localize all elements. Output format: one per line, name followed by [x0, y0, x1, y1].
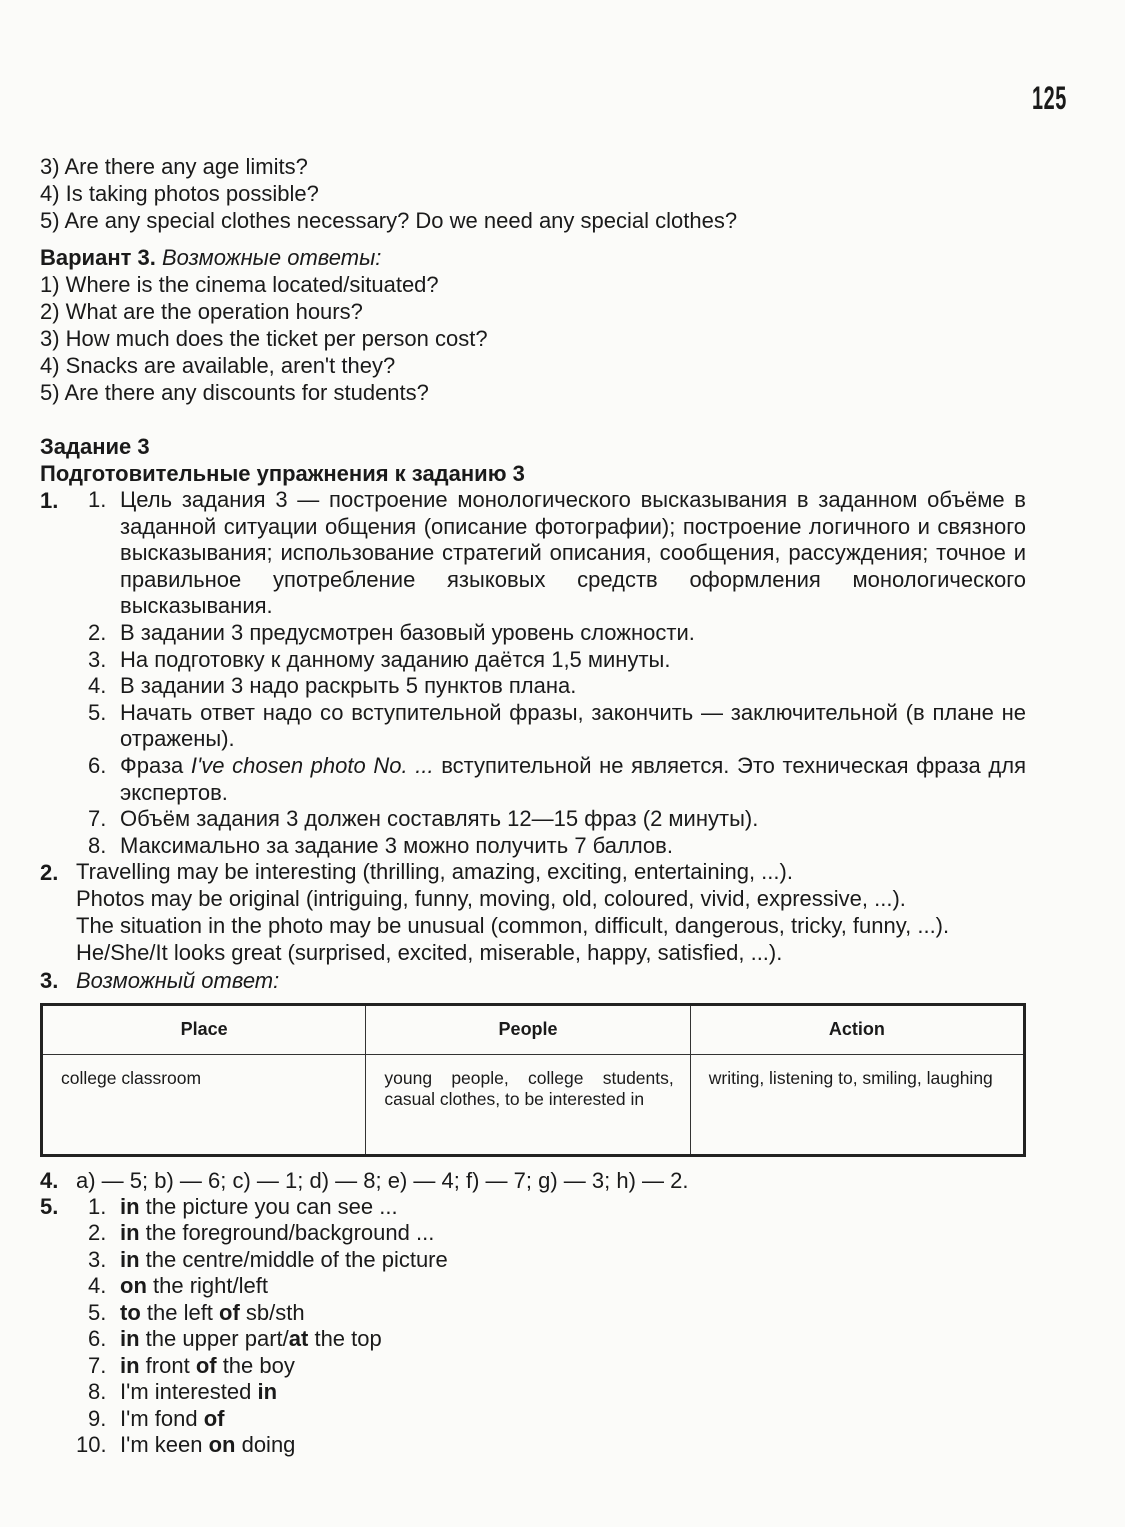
exercise-4	[40, 1167, 1030, 1194]
exercise-number: 3.	[40, 967, 59, 993]
item-number: 6.	[88, 752, 107, 778]
list-item	[40, 700, 1030, 753]
table-header: Place	[42, 1004, 366, 1054]
item-text: Максимально за задание 3 можно получить 7 баллов.	[120, 832, 673, 858]
item-text: Объём задания 3 должен составлять 12—15 фраз (2 минуты).	[120, 806, 759, 832]
list-item: 3) How much does the ticket per person cost?	[40, 326, 488, 351]
list-item: 5) Are any special clothes necessary? Do we need any special clothes?	[40, 208, 738, 233]
item-text: Фраза I've chosen photo No. ... вступительной не является. Это техническая фраза для экспертов.	[120, 752, 1026, 805]
exercise-1	[40, 487, 1030, 859]
list-item	[40, 620, 1030, 647]
item-text: В задании 3 надо раскрыть 5 пунктов плана.	[120, 673, 577, 699]
exercise-number: 1.	[40, 488, 59, 513]
list-item: 3) Are there any age limits?	[40, 154, 308, 179]
item-text: Начать ответ надо со вступительной фразы, закончить — заключительной (в плане не отражены).	[120, 699, 1026, 752]
list-item: 8. I'm interested in	[88, 1379, 278, 1404]
exercise-number: 5.	[40, 1193, 59, 1219]
table-header-row	[42, 1004, 1025, 1054]
list-item: 9. I'm fond of	[88, 1405, 225, 1431]
exercise-3	[40, 967, 1030, 1157]
task-3-subtitle: Подготовительные упражнения к заданию 3	[40, 461, 525, 486]
item-number: 1.	[88, 487, 107, 512]
item-number: 7.	[88, 806, 107, 832]
variant-3-heading	[40, 244, 1030, 271]
ex2-line: He/She/It looks great (surprised, excited, miserable, happy, satisfied, ...).	[76, 939, 783, 965]
top-list	[40, 153, 1030, 234]
task-3-title: Задание 3	[40, 434, 150, 459]
table-cell: young people, college students, casual clothes, to be interested in	[366, 1054, 690, 1155]
table-header: People	[366, 1004, 690, 1054]
list-item: 5. to the left of sb/sth	[88, 1299, 305, 1325]
list-item: 1) Where is the cinema located/situated?	[40, 272, 439, 297]
item-number: 2.	[88, 619, 107, 645]
ex2-line: Photos may be original (intriguing, funny, moving, old, coloured, vivid, expressive, ...).	[76, 886, 906, 912]
list-item: 2. in the foreground/background ...	[88, 1220, 435, 1245]
list-item: 2) What are the operation hours?	[40, 299, 363, 324]
list-item: 7. in front of the boy	[88, 1352, 295, 1378]
item-number: 3.	[88, 646, 107, 672]
ex2-line: Travelling may be interesting (thrilling, amazing, exciting, entertaining, ...).	[76, 859, 793, 885]
exercise-4-text: a) — 5; b) — 6; c) — 1; d) — 8; e) — 4; f) — 7; g) — 3; h) — 2.	[76, 1167, 689, 1193]
list-item: 3. in the centre/middle of the picture	[88, 1246, 448, 1272]
answer-table	[40, 1003, 1026, 1157]
exercise-number: 4.	[40, 1167, 59, 1193]
item-text: На подготовку к данному заданию даётся 1,5 минуты.	[120, 646, 671, 672]
table-cell: writing, listening to, smiling, laughing	[690, 1054, 1024, 1155]
list-item: 4) Is taking photos possible?	[40, 181, 319, 206]
variant-3-section	[40, 244, 1030, 406]
list-item: 10. I'm keen on doing	[76, 1432, 296, 1457]
variant-3-title: Вариант 3.	[40, 245, 156, 270]
item-number: 4.	[88, 673, 107, 699]
page-number: 125	[1032, 80, 1067, 116]
item-text: Цель задания 3 — построение монологического высказывания в заданном объёме в заданной ситуации общения (описание фотографии); построение логичного и связного высказывания; использование стратегий описания, сообщения, рассуждения; точное и правильное употребление языковых средств оформления монологического высказывания.	[120, 487, 1026, 619]
item-text: В задании 3 предусмотрен базовый уровень сложности.	[120, 619, 695, 645]
list-item	[40, 487, 1030, 620]
list-item: 4) Snacks are available, aren't they?	[40, 353, 396, 378]
table-header: Action	[690, 1004, 1024, 1054]
table-cell: college classroom	[42, 1054, 366, 1155]
page-content	[40, 153, 1030, 1459]
list-item	[40, 806, 1030, 833]
list-item	[40, 753, 1030, 806]
exercise-5	[40, 1194, 1030, 1459]
exercise-number: 2.	[40, 860, 59, 886]
list-item	[40, 647, 1030, 674]
variant-3-subtitle: Возможные ответы:	[161, 245, 382, 270]
item-number: 5.	[88, 699, 107, 725]
exercise-2	[40, 859, 1030, 966]
list-item: 6. in the upper part/at the top	[88, 1326, 382, 1351]
list-item	[40, 673, 1030, 700]
list-item: 5) Are there any discounts for students?	[40, 380, 429, 405]
table-row	[42, 1054, 1025, 1155]
exercise-3-label: Возможный ответ:	[76, 967, 280, 993]
item-number: 8.	[88, 832, 107, 858]
ex2-line: The situation in the photo may be unusual (common, difficult, dangerous, tricky, funny, ...).	[76, 912, 950, 938]
list-item: 1. in the picture you can see ...	[88, 1193, 398, 1219]
list-item: 4. on the right/left	[88, 1273, 268, 1298]
list-item	[40, 833, 1030, 860]
